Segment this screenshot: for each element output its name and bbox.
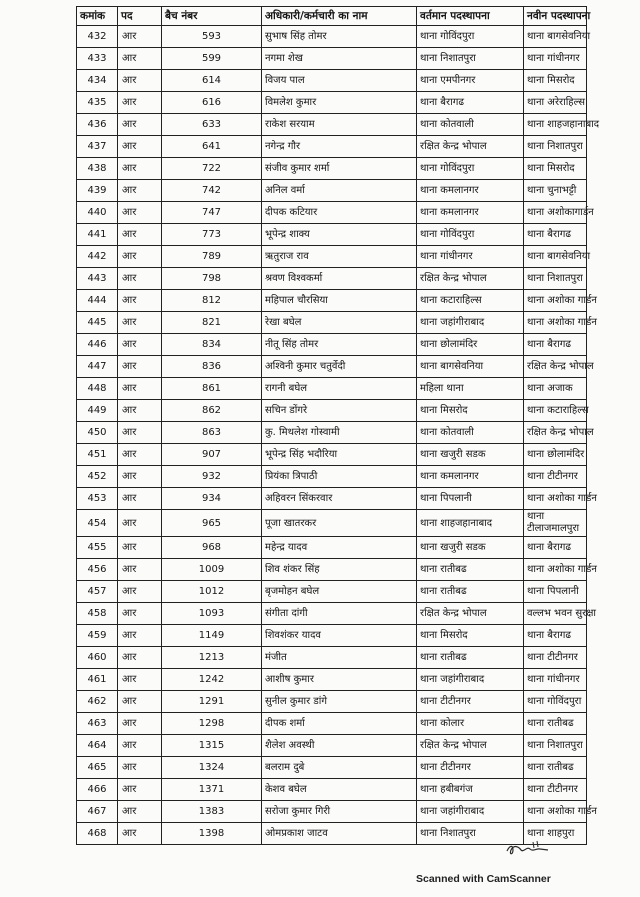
- header-new-posting: नवीन पदस्थापना: [524, 7, 587, 26]
- cell-name: श्रवण विश्वकर्मा: [262, 268, 417, 290]
- cell-batch-number: 1012: [162, 581, 262, 603]
- cell-new-posting: थाना गोविंदपुरा: [524, 691, 587, 713]
- cell-name: आशीष कुमार: [262, 669, 417, 691]
- cell-current-posting: थाना टीटीनगर: [417, 691, 524, 713]
- table-header-row: [77, 7, 587, 26]
- header-current-posting: वर्तमान पदस्थापना: [417, 7, 524, 26]
- cell-post: आर: [118, 669, 162, 691]
- table-row: [77, 779, 587, 801]
- cell-batch-number: 1298: [162, 713, 262, 735]
- cell-batch-number: 789: [162, 246, 262, 268]
- cell-new-posting: थाना बागसेवनिया: [524, 246, 587, 268]
- cell-batch-number: 798: [162, 268, 262, 290]
- cell-post: आर: [118, 779, 162, 801]
- cell-serial: 459: [77, 625, 118, 647]
- cell-name: सुनील कुमार डांगे: [262, 691, 417, 713]
- cell-serial: 435: [77, 92, 118, 114]
- cell-new-posting: थाना अशोका गार्डन: [524, 312, 587, 334]
- cell-post: आर: [118, 224, 162, 246]
- cell-current-posting: थाना रातीबढ: [417, 559, 524, 581]
- cell-batch-number: 834: [162, 334, 262, 356]
- table-row: [77, 70, 587, 92]
- cell-serial: 457: [77, 581, 118, 603]
- cell-current-posting: थाना शाहजहानाबाद: [417, 510, 524, 537]
- cell-current-posting: थाना गोविंदपुरा: [417, 224, 524, 246]
- cell-current-posting: थाना निशातपुरा: [417, 823, 524, 845]
- cell-current-posting: थाना टीटीनगर: [417, 757, 524, 779]
- cell-name: सुभाष सिंह तोमर: [262, 26, 417, 48]
- cell-name: दीपक शर्मा: [262, 713, 417, 735]
- cell-post: आर: [118, 356, 162, 378]
- cell-batch-number: 747: [162, 202, 262, 224]
- cell-post: आर: [118, 48, 162, 70]
- cell-serial: 444: [77, 290, 118, 312]
- table-row: [77, 510, 587, 537]
- cell-name: नगेन्द्र गौर: [262, 136, 417, 158]
- cell-new-posting: थाना शाहपुरा: [524, 823, 587, 845]
- header-post: पद: [118, 7, 162, 26]
- cell-post: आर: [118, 713, 162, 735]
- cell-new-posting: थाना मिसरोद: [524, 158, 587, 180]
- cell-name: भूपेन्द्र सिंह भदौरिया: [262, 444, 417, 466]
- cell-new-posting: रक्षित केन्द्र भोपाल: [524, 356, 587, 378]
- cell-post: आर: [118, 488, 162, 510]
- cell-serial: 447: [77, 356, 118, 378]
- cell-name: महेन्द्र यादव: [262, 537, 417, 559]
- cell-post: आर: [118, 378, 162, 400]
- cell-new-posting: थाना गांधीनगर: [524, 669, 587, 691]
- cell-name: दीपक कटियार: [262, 202, 417, 224]
- cell-batch-number: 1291: [162, 691, 262, 713]
- header-serial: कमांक: [77, 7, 118, 26]
- cell-current-posting: थाना खजुरी सडक: [417, 537, 524, 559]
- cell-name: विमलेश कुमार: [262, 92, 417, 114]
- table-row: [77, 114, 587, 136]
- cell-serial: 467: [77, 801, 118, 823]
- cell-current-posting: महिला थाना: [417, 378, 524, 400]
- cell-name: महिपाल चौरसिया: [262, 290, 417, 312]
- cell-new-posting: थाना टीलाजमालपुरा: [524, 510, 587, 537]
- cell-current-posting: थाना रातीबढ: [417, 581, 524, 603]
- cell-serial: 450: [77, 422, 118, 444]
- table-row: [77, 26, 587, 48]
- cell-new-posting: थाना अशोकागार्डन: [524, 202, 587, 224]
- cell-serial: 454: [77, 510, 118, 537]
- cell-name: मंजीत: [262, 647, 417, 669]
- cell-serial: 448: [77, 378, 118, 400]
- cell-current-posting: थाना कमलानगर: [417, 466, 524, 488]
- table-row: [77, 625, 587, 647]
- cell-name: विजय पाल: [262, 70, 417, 92]
- cell-post: आर: [118, 559, 162, 581]
- cell-batch-number: 1371: [162, 779, 262, 801]
- cell-current-posting: थाना रातीबढ: [417, 647, 524, 669]
- cell-serial: 443: [77, 268, 118, 290]
- cell-serial: 460: [77, 647, 118, 669]
- cell-current-posting: थाना जहांगीराबाद: [417, 801, 524, 823]
- cell-name: नगमा शेख: [262, 48, 417, 70]
- cell-current-posting: थाना निशातपुरा: [417, 48, 524, 70]
- cell-name: सरोजा कुमार गिरी: [262, 801, 417, 823]
- cell-post: आर: [118, 581, 162, 603]
- cell-new-posting: थाना निशातपुरा: [524, 268, 587, 290]
- cell-batch-number: 773: [162, 224, 262, 246]
- cell-batch-number: 599: [162, 48, 262, 70]
- cell-name: बृजमोहन बघेल: [262, 581, 417, 603]
- cell-serial: 456: [77, 559, 118, 581]
- table-row: [77, 647, 587, 669]
- cell-name: भूपेन्द्र शाक्य: [262, 224, 417, 246]
- cell-post: आर: [118, 268, 162, 290]
- cell-batch-number: 722: [162, 158, 262, 180]
- header-name: अधिकारी/कर्मचारी का नाम: [262, 7, 417, 26]
- cell-new-posting: थाना बैरागढ: [524, 537, 587, 559]
- cell-batch-number: 593: [162, 26, 262, 48]
- table-row: [77, 400, 587, 422]
- cell-post: आर: [118, 92, 162, 114]
- cell-batch-number: 907: [162, 444, 262, 466]
- cell-post: आर: [118, 422, 162, 444]
- cell-current-posting: थाना गांधीनगर: [417, 246, 524, 268]
- cell-current-posting: रक्षित केन्द्र भोपाल: [417, 136, 524, 158]
- cell-current-posting: रक्षित केन्द्र भोपाल: [417, 735, 524, 757]
- cell-batch-number: 641: [162, 136, 262, 158]
- cell-post: आर: [118, 334, 162, 356]
- cell-post: आर: [118, 823, 162, 845]
- table-row: [77, 537, 587, 559]
- table-row: [77, 92, 587, 114]
- table-row: [77, 268, 587, 290]
- cell-post: आर: [118, 246, 162, 268]
- cell-current-posting: थाना कोलार: [417, 713, 524, 735]
- cell-post: आर: [118, 625, 162, 647]
- cell-new-posting: थाना छोलामंदिर: [524, 444, 587, 466]
- table-row: [77, 158, 587, 180]
- table-row: [77, 422, 587, 444]
- cell-batch-number: 1093: [162, 603, 262, 625]
- cell-new-posting: रक्षित केन्द्र भोपाल: [524, 422, 587, 444]
- cell-post: आर: [118, 114, 162, 136]
- cell-current-posting: थाना जहांगीराबाद: [417, 312, 524, 334]
- table-row: [77, 559, 587, 581]
- cell-new-posting: थाना टीटीनगर: [524, 779, 587, 801]
- cell-post: आर: [118, 202, 162, 224]
- table-row: [77, 136, 587, 158]
- cell-new-posting: वल्लभ भवन सुरक्षा: [524, 603, 587, 625]
- cell-serial: 468: [77, 823, 118, 845]
- cell-post: आर: [118, 136, 162, 158]
- cell-post: आर: [118, 70, 162, 92]
- cell-current-posting: थाना कोतवाली: [417, 422, 524, 444]
- cell-serial: 438: [77, 158, 118, 180]
- table-row: [77, 180, 587, 202]
- cell-new-posting: थाना निशातपुरा: [524, 735, 587, 757]
- table-row: [77, 334, 587, 356]
- cell-name: पूजा खातरकर: [262, 510, 417, 537]
- table-row: [77, 603, 587, 625]
- table-row: [77, 224, 587, 246]
- cell-current-posting: थाना बैरागढ: [417, 92, 524, 114]
- cell-name: प्रियंका त्रिपाठी: [262, 466, 417, 488]
- cell-serial: 442: [77, 246, 118, 268]
- cell-new-posting: थाना रातीबढ: [524, 713, 587, 735]
- cell-current-posting: थाना बागसेवनिया: [417, 356, 524, 378]
- cell-serial: 452: [77, 466, 118, 488]
- cell-name: संजीव कुमार शर्मा: [262, 158, 417, 180]
- cell-current-posting: थाना कमलानगर: [417, 180, 524, 202]
- cell-batch-number: 1398: [162, 823, 262, 845]
- cell-batch-number: 934: [162, 488, 262, 510]
- cell-post: आर: [118, 444, 162, 466]
- table-row: [77, 669, 587, 691]
- cell-serial: 455: [77, 537, 118, 559]
- cell-current-posting: थाना एमपीनगर: [417, 70, 524, 92]
- transfer-roster-table: [76, 6, 600, 845]
- table-row: [77, 713, 587, 735]
- cell-name: अश्विनी कुमार चतुर्वेदी: [262, 356, 417, 378]
- cell-name: अहिवरन सिंकरवार: [262, 488, 417, 510]
- cell-new-posting: थाना कटाराहिल्स: [524, 400, 587, 422]
- cell-serial: 461: [77, 669, 118, 691]
- table-row: [77, 48, 587, 70]
- cell-current-posting: थाना जहांगीराबाद: [417, 669, 524, 691]
- cell-batch-number: 932: [162, 466, 262, 488]
- cell-post: आर: [118, 735, 162, 757]
- cell-new-posting: थाना अशोका गार्डन: [524, 290, 587, 312]
- cell-current-posting: थाना कटाराहिल्स: [417, 290, 524, 312]
- header-batch-number: बैच नंबर: [162, 7, 262, 26]
- cell-batch-number: 1324: [162, 757, 262, 779]
- cell-batch-number: 836: [162, 356, 262, 378]
- cell-serial: 432: [77, 26, 118, 48]
- cell-name: नीतू सिंह तोमर: [262, 334, 417, 356]
- cell-name: शिव शंकर सिंह: [262, 559, 417, 581]
- cell-post: आर: [118, 757, 162, 779]
- cell-post: आर: [118, 400, 162, 422]
- cell-new-posting: थाना बैरागढ: [524, 224, 587, 246]
- cell-batch-number: 1149: [162, 625, 262, 647]
- cell-serial: 449: [77, 400, 118, 422]
- table-row: [77, 290, 587, 312]
- cell-batch-number: 1315: [162, 735, 262, 757]
- cell-new-posting: थाना अरेराहिल्स: [524, 92, 587, 114]
- cell-new-posting: थाना टीटीनगर: [524, 647, 587, 669]
- cell-serial: 451: [77, 444, 118, 466]
- cell-current-posting: थाना कोतवाली: [417, 114, 524, 136]
- signature: [504, 838, 550, 860]
- cell-current-posting: थाना पिपलानी: [417, 488, 524, 510]
- cell-name: कु. मिथलेश गोस्वामी: [262, 422, 417, 444]
- table-row: [77, 801, 587, 823]
- cell-batch-number: 1009: [162, 559, 262, 581]
- cell-name: ऋतुराज राव: [262, 246, 417, 268]
- cell-name: राकेश सरयाम: [262, 114, 417, 136]
- cell-serial: 436: [77, 114, 118, 136]
- cell-post: आर: [118, 312, 162, 334]
- cell-name: संगीता दांगी: [262, 603, 417, 625]
- cell-serial: 463: [77, 713, 118, 735]
- cell-name: रागनी बघेल: [262, 378, 417, 400]
- cell-post: आर: [118, 510, 162, 537]
- cell-serial: 441: [77, 224, 118, 246]
- table-row: [77, 488, 587, 510]
- cell-current-posting: थाना हबीबगंज: [417, 779, 524, 801]
- cell-serial: 446: [77, 334, 118, 356]
- table-body: [77, 26, 600, 845]
- cell-serial: 466: [77, 779, 118, 801]
- cell-new-posting: थाना गांधीनगर: [524, 48, 587, 70]
- cell-post: आर: [118, 647, 162, 669]
- cell-current-posting: रक्षित केन्द्र भोपाल: [417, 268, 524, 290]
- cell-new-posting: थाना रातीबढ: [524, 757, 587, 779]
- table-row: [77, 356, 587, 378]
- cell-current-posting: थाना मिसरोद: [417, 400, 524, 422]
- cell-new-posting: थाना निशातपुरा: [524, 136, 587, 158]
- table-row: [77, 691, 587, 713]
- cell-serial: 453: [77, 488, 118, 510]
- cell-serial: 445: [77, 312, 118, 334]
- cell-batch-number: 821: [162, 312, 262, 334]
- cell-new-posting: थाना बागसेवनिया: [524, 26, 587, 48]
- cell-current-posting: थाना मिसरोद: [417, 625, 524, 647]
- cell-batch-number: 1383: [162, 801, 262, 823]
- table-row: [77, 466, 587, 488]
- cell-serial: 464: [77, 735, 118, 757]
- cell-name: रेखा बघेल: [262, 312, 417, 334]
- cell-new-posting: थाना चुनाभट्टी: [524, 180, 587, 202]
- cell-new-posting: थाना अशोका गार्डन: [524, 559, 587, 581]
- cell-name: शिवशंकर यादव: [262, 625, 417, 647]
- cell-post: आर: [118, 466, 162, 488]
- table-row: [77, 246, 587, 268]
- scanner-watermark: Scanned with CamScanner: [416, 873, 551, 885]
- table-row: [77, 757, 587, 779]
- cell-new-posting: थाना मिसरोद: [524, 70, 587, 92]
- cell-batch-number: 968: [162, 537, 262, 559]
- cell-batch-number: 1213: [162, 647, 262, 669]
- cell-new-posting: थाना टीटीनगर: [524, 466, 587, 488]
- cell-new-posting: थाना बैरागढ: [524, 334, 587, 356]
- cell-name: सचिन डोंगरे: [262, 400, 417, 422]
- cell-serial: 458: [77, 603, 118, 625]
- cell-current-posting: थाना गोविंदपुरा: [417, 158, 524, 180]
- cell-post: आर: [118, 801, 162, 823]
- cell-batch-number: 965: [162, 510, 262, 537]
- cell-serial: 437: [77, 136, 118, 158]
- table-row: [77, 444, 587, 466]
- cell-post: आर: [118, 691, 162, 713]
- cell-batch-number: 862: [162, 400, 262, 422]
- table-row: [77, 312, 587, 334]
- cell-current-posting: रक्षित केन्द्र भोपाल: [417, 603, 524, 625]
- cell-name: अनिल वर्मा: [262, 180, 417, 202]
- cell-name: शैलेश अवस्थी: [262, 735, 417, 757]
- cell-batch-number: 861: [162, 378, 262, 400]
- cell-new-posting: थाना बैरागढ: [524, 625, 587, 647]
- cell-post: आर: [118, 180, 162, 202]
- cell-new-posting: थाना अजाक: [524, 378, 587, 400]
- cell-new-posting: थाना शाहजहानाबाद: [524, 114, 587, 136]
- cell-name: बलराम दुबे: [262, 757, 417, 779]
- cell-batch-number: 863: [162, 422, 262, 444]
- cell-batch-number: 812: [162, 290, 262, 312]
- cell-batch-number: 633: [162, 114, 262, 136]
- table-row: [77, 581, 587, 603]
- cell-current-posting: थाना छोलामंदिर: [417, 334, 524, 356]
- cell-serial: 433: [77, 48, 118, 70]
- cell-current-posting: थाना खजुरी सडक: [417, 444, 524, 466]
- table-row: [77, 378, 587, 400]
- cell-current-posting: थाना गोविंदपुरा: [417, 26, 524, 48]
- cell-name: केशव बघेल: [262, 779, 417, 801]
- cell-post: आर: [118, 158, 162, 180]
- cell-name: ओमप्रकाश जाटव: [262, 823, 417, 845]
- cell-post: आर: [118, 290, 162, 312]
- cell-batch-number: 616: [162, 92, 262, 114]
- cell-post: आर: [118, 603, 162, 625]
- cell-serial: 462: [77, 691, 118, 713]
- cell-batch-number: 1242: [162, 669, 262, 691]
- cell-batch-number: 742: [162, 180, 262, 202]
- cell-new-posting: थाना पिपलानी: [524, 581, 587, 603]
- cell-new-posting: थाना अशोका गार्डन: [524, 488, 587, 510]
- cell-serial: 439: [77, 180, 118, 202]
- cell-batch-number: 614: [162, 70, 262, 92]
- cell-serial: 434: [77, 70, 118, 92]
- cell-post: आर: [118, 26, 162, 48]
- cell-serial: 440: [77, 202, 118, 224]
- cell-serial: 465: [77, 757, 118, 779]
- table-row: [77, 735, 587, 757]
- table-row: [77, 202, 587, 224]
- cell-post: आर: [118, 537, 162, 559]
- cell-current-posting: थाना कमलानगर: [417, 202, 524, 224]
- cell-new-posting: थाना अशोका गार्डन: [524, 801, 587, 823]
